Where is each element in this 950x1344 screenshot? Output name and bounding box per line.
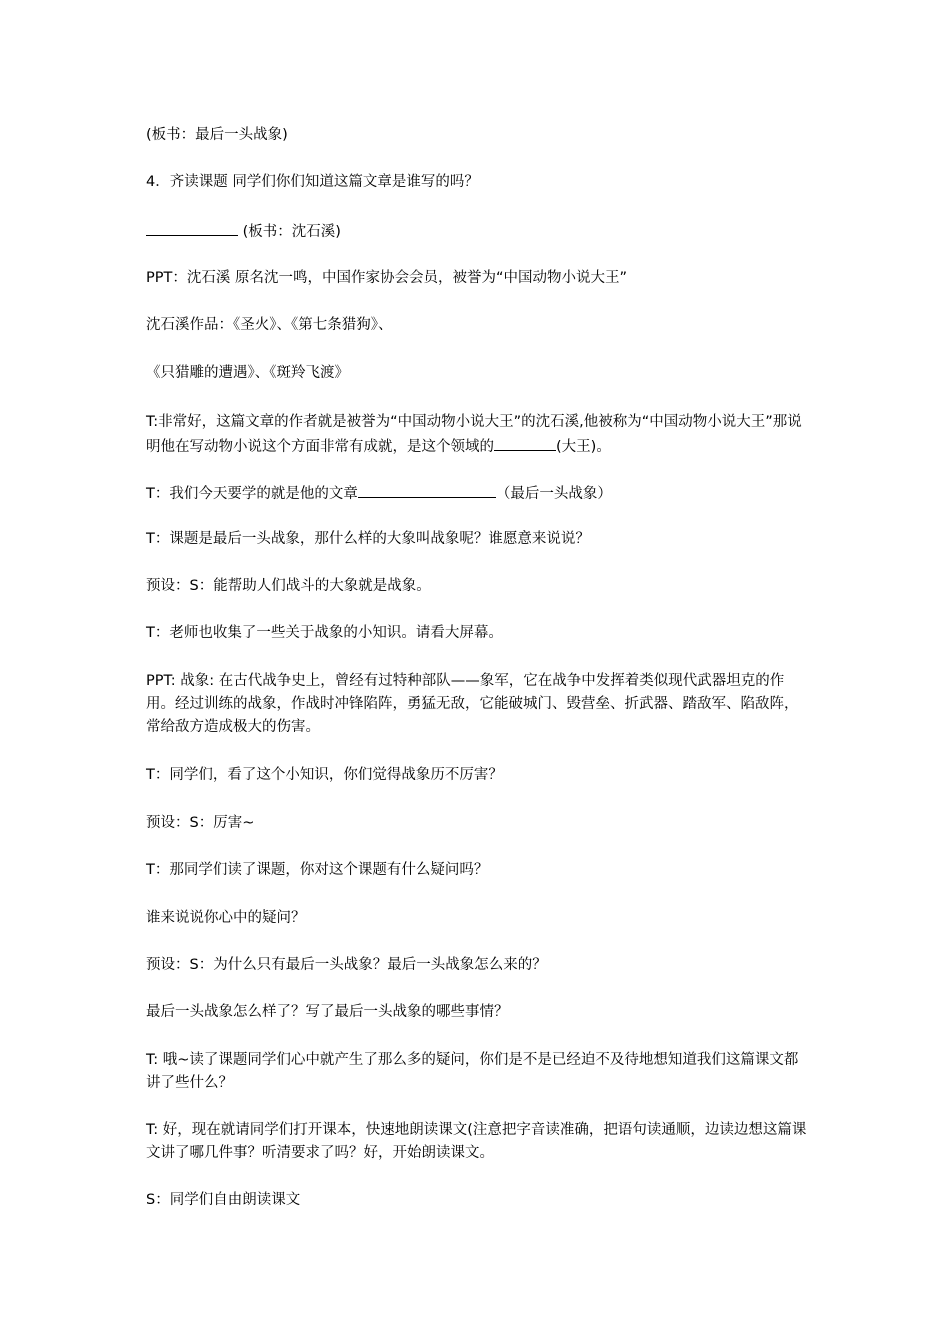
teacher-lesson-text: T：我们今天要学的就是他的文章 — [146, 486, 358, 502]
author-works-2: 《只猎雕的遭遇》、《斑羚飞渡》 — [146, 365, 349, 381]
preset-answer-3: 预设：S：为什么只有最后一头战象？最后一头战象怎么来的？ — [146, 957, 547, 973]
fill-blank — [146, 219, 238, 236]
author-works-1: 沈石溪作品：《圣火》、《第七条猎狗》、 — [146, 317, 393, 333]
teacher-intro-answer: (大王)。 — [556, 439, 611, 455]
teacher-question-powerful: T：同学们，看了这个小知识，你们觉得战象历不厉害？ — [146, 767, 503, 783]
teacher-lesson-line — [146, 481, 612, 506]
teacher-question-doubts: T：那同学们读了课题，你对这个课题有什么疑问吗？ — [146, 862, 489, 878]
teacher-intro-text: T:非常好，这篇文章的作者就是被誉为“中国动物小说大王”的沈石溪,他被称为“中国动物小说大王”那说明他在写动物小说这个方面非常有成就，是这个领域的 — [146, 414, 802, 455]
who-speaks-line: 谁来说说你心中的疑问？ — [146, 910, 306, 926]
teacher-intro-paragraph — [146, 411, 810, 459]
teacher-transition-paragraph: T: 哦~读了课题同学们心中就产生了那么多的疑问，你们是不是已经迫不及待地想知道我们这篇课文都讲了些什么？ — [146, 1052, 799, 1091]
board-note-author: (板书：沈石溪) — [238, 224, 341, 240]
ppt-author-intro: PPT：沈石溪 原名沈一鸣，中国作家协会会员，被誉为“中国动物小说大王” — [146, 270, 627, 286]
fill-blank — [358, 481, 496, 498]
board-note-title: (板书：最后一头战象) — [146, 127, 288, 143]
teacher-reading-instructions: T: 好，现在就请同学们打开课本，快速地朗读课文(注意把字音读准确，把语句读通顺，边读边想这篇课文讲了哪几件事？听清要求了吗？好，开始朗读课文。 — [146, 1122, 807, 1161]
preset-answer-2: 预设：S：厉害~ — [146, 815, 255, 831]
question-author: 4．齐读课题 同学们你们知道这篇文章是谁写的吗？ — [146, 174, 479, 190]
fill-blank — [494, 434, 556, 451]
teacher-question-war-elephant: T：课题是最后一头战象，那什么样的大象叫战象呢？谁愿意来说说？ — [146, 531, 590, 547]
preset-answer-3-cont: 最后一头战象怎么样了？写了最后一头战象的哪些事情？ — [146, 1004, 509, 1020]
author-answer-line — [146, 219, 341, 244]
ppt-war-elephant-paragraph: PPT: 战象: 在古代战争史上，曾经有过特种部队——象军，它在战争中发挥着类似现代武器坦克的作用。经过训练的战象，作战时冲锋陷阵，勇猛无敌，它能破城门、毁营垒、折武器、踏敌军、陷敌阵，常给敌方造成极大的伤害。 — [146, 673, 799, 735]
students-read-line: S：同学们自由朗读课文 — [146, 1192, 301, 1208]
teacher-lesson-answer: （最后一头战象） — [495, 486, 612, 502]
teacher-knowledge-line: T：老师也收集了一些关于战象的小知识。请看大屏幕。 — [146, 625, 503, 641]
preset-answer-1: 预设：S：能帮助人们战斗的大象就是战象。 — [146, 578, 431, 594]
